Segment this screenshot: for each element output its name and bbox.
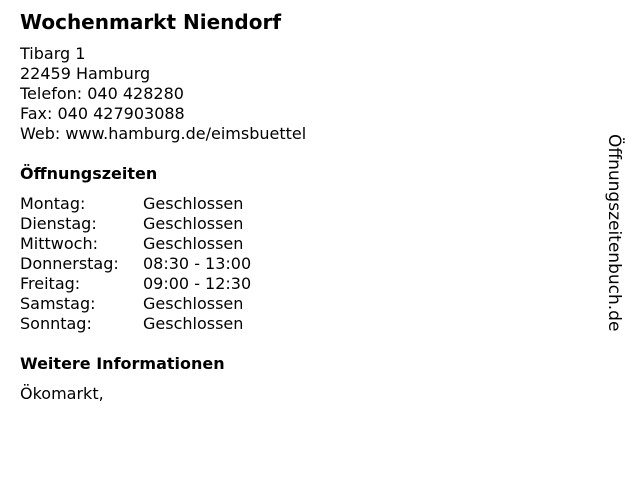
- day-label: Montag:: [20, 194, 86, 213]
- page-title: Wochenmarkt Niendorf: [20, 10, 282, 34]
- time-value: Geschlossen: [143, 234, 244, 253]
- hours-row-friday: [20, 274, 320, 294]
- time-value: Geschlossen: [143, 294, 244, 313]
- hours-row-wednesday: [20, 234, 320, 254]
- opening-hours-heading: Öffnungszeiten: [20, 164, 158, 183]
- day-label: Dienstag:: [20, 214, 97, 233]
- day-label: Sonntag:: [20, 314, 92, 333]
- time-value: 08:30 - 13:00: [143, 254, 252, 273]
- time-value: Geschlossen: [143, 314, 244, 333]
- street-line: Tibarg 1: [20, 44, 86, 63]
- hours-row-monday: [20, 194, 320, 214]
- day-label: Mittwoch:: [20, 234, 98, 253]
- site-watermark: Öffnungszeitenbuch.de: [604, 134, 624, 332]
- hours-row-saturday: [20, 294, 320, 314]
- more-info-heading: Weitere Informationen: [20, 354, 225, 373]
- city-line: 22459 Hamburg: [20, 64, 151, 83]
- day-label: Donnerstag:: [20, 254, 119, 273]
- hours-row-thursday: [20, 254, 320, 274]
- time-value: 09:00 - 12:30: [143, 274, 252, 293]
- fax-line: Fax: 040 427903088: [20, 104, 185, 123]
- more-info-text: Ökomarkt,: [20, 384, 104, 403]
- phone-line: Telefon: 040 428280: [20, 84, 184, 103]
- time-value: Geschlossen: [143, 194, 244, 213]
- day-label: Samstag:: [20, 294, 96, 313]
- web-line: Web: www.hamburg.de/eimsbuettel: [20, 124, 307, 143]
- address-block: [20, 44, 306, 144]
- time-value: Geschlossen: [143, 214, 244, 233]
- opening-hours-table: [20, 194, 320, 334]
- hours-row-tuesday: [20, 214, 320, 234]
- day-label: Freitag:: [20, 274, 81, 293]
- hours-row-sunday: [20, 314, 320, 334]
